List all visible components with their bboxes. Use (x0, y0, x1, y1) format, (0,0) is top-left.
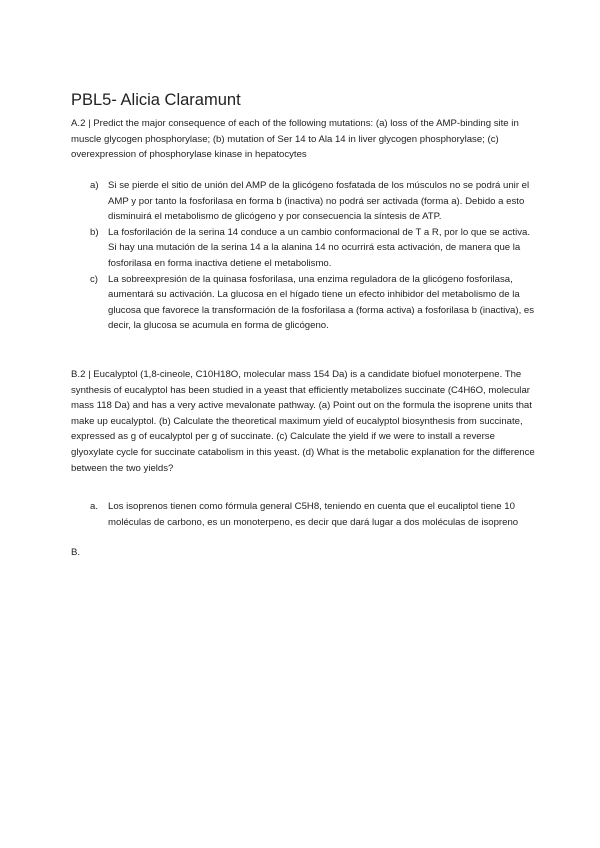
section-b-label: B. (71, 547, 81, 558)
list-marker: b) (90, 226, 99, 238)
list-marker: a. (90, 501, 99, 512)
list-item (71, 272, 536, 334)
answer-text: La fosforilación de la serina 14 conduce a un cambio conformacional de T a R, por lo que se activa. Si hay una mutación de la serina 14 a la alanina 14 no ocurrirá esta activación, de manera que la fosforilasa en forma inactiva detiene el metabolismo. (108, 226, 531, 269)
answer-text: Los isoprenos tienen como fórmula general C5H8, teniendo en cuenta que el eucaliptol tiene 10 moléculas de carbono, es un monoterpeno, es decir que dará lugar a dos moléculas de isopreno (108, 501, 519, 528)
list-item (71, 178, 536, 225)
list-item (71, 499, 536, 530)
question-a2: A.2 | Predict the major consequence of each of the following mutations: (a) loss of the AMP-binding site in muscle glycogen phosphorylase; (b) mutation of Ser 14 to Ala 14 in liver glycogen phosphorylase; (c) overexpression of phosphorylase kinase in hepatocytes (71, 118, 519, 161)
list-item (71, 225, 536, 272)
list-marker: c) (90, 273, 98, 285)
answer-list-b2 (71, 499, 536, 530)
answer-list-a2 (71, 178, 536, 334)
answer-text: Si se pierde el sitio de unión del AMP de la glicógeno fosfatada de los músculos no se podrá unir el AMP y por tanto la fosforilasa en forma b (inactiva) no podrá ser activada (forma a). Debido a esto disminuirá el metabolismo de glicógeno y por consecuencia la síntesis de ATP. (108, 180, 530, 223)
document-title: PBL5- Alicia Claramunt (71, 91, 241, 109)
list-marker: a) (90, 180, 99, 191)
answer-text: La sobreexpresión de la quinasa fosforilasa, una enzima reguladora de la glicógeno fosforilasa, aumentará su activación. La glucosa en el hígado tiene un efecto inhibidor del metabolismo de la glucosa que favorece la transformación de la fosforilasa a (forma activa) a fosforilasa b (inactiva), es decir, la glucosa se acumula en forma de glicógeno. (108, 273, 535, 332)
question-b2: B.2 | Eucalyptol (1,8-cineole, C10H18O, molecular mass 154 Da) is a candidate biofuel monoterpene. The synthesis of eucalyptol has been studied in a yeast that efficiently metabolizes succinate (C4H6O, molecular mass 118 Da) and has a very active mevalonate pathway. (a) Point out on the formula the isoprene units that make up eucalyptol. (b) Calculate the theoretical maximum yield of eucalyptol biosynthesis from succinate, expressed as g of eucalyptol per g of succinate. (c) Calculate the yield if we were to install a reverse glyoxylate cycle for succinate catabolism in this yeast. (d) What is the metabolic explanation for the difference between the two yields? (71, 369, 535, 474)
